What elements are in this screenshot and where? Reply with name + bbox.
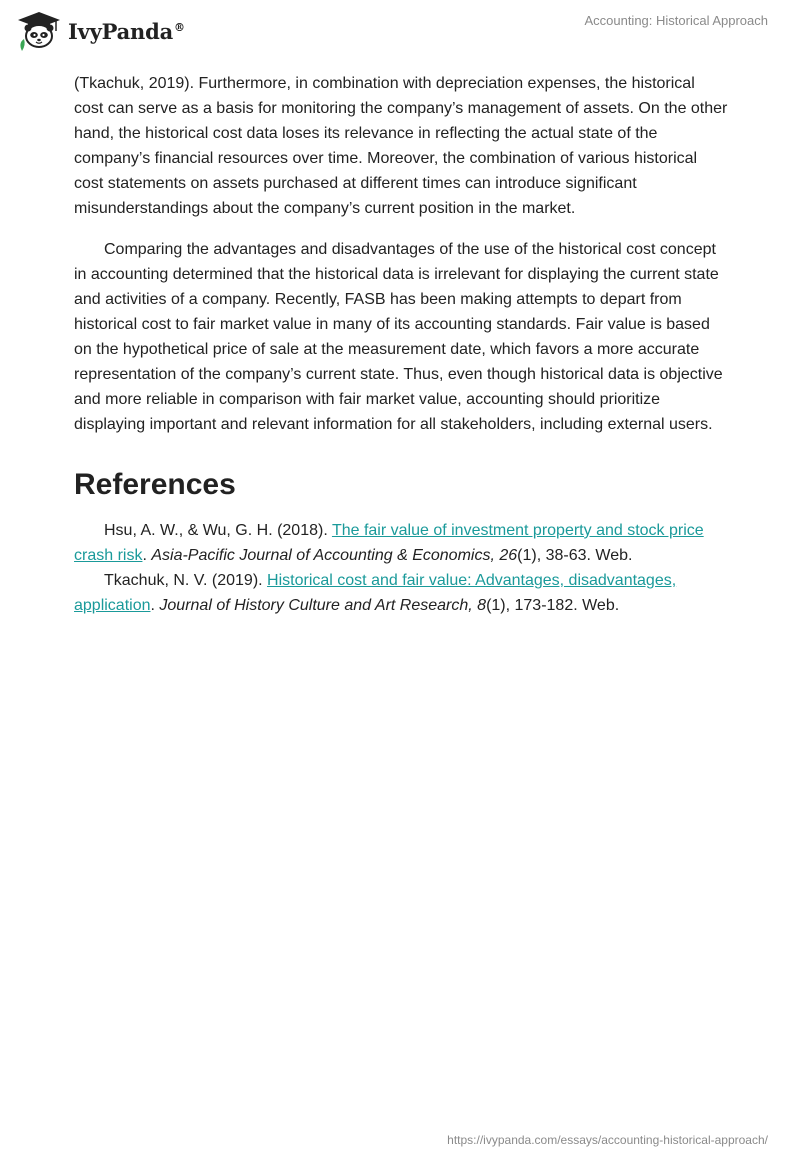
reference-authors: Tkachuk, N. V. (2019). [104, 572, 268, 589]
reference-authors: Hsu, A. W., & Wu, G. H. (2018). [104, 522, 332, 539]
reference-item [74, 518, 728, 568]
panda-logo-icon [16, 11, 62, 51]
reference-separator: . [142, 547, 152, 564]
reference-tail: (1), 173-182. Web. [486, 597, 620, 614]
references-list [74, 518, 728, 618]
document-title: Accounting: Historical Approach [584, 13, 768, 28]
brand-registered-mark: ® [174, 20, 185, 34]
reference-tail: (1), 38-63. Web. [517, 547, 633, 564]
reference-journal: Asia-Pacific Journal of Accounting & Economics, 26 [151, 547, 518, 564]
body-paragraph: (Tkachuk, 2019). Furthermore, in combination with depreciation expenses, the historical cost can serve as a basis for monitoring the company’s management of assets. On the other hand, the historical cost data loses its relevance in reflecting the actual state of the company’s financial resources over time. Moreover, the combination of various historical cost statements on assets purchased at different times can introduce significant misunderstandings about the company’s current position in the market. [74, 75, 728, 217]
reference-journal: Journal of History Culture and Art Research, 8 [159, 597, 487, 614]
brand-text: IvyPanda [68, 18, 174, 44]
reference-separator: . [150, 597, 160, 614]
references-heading: References [74, 468, 236, 501]
page-header [0, 0, 800, 70]
brand-name [68, 19, 185, 44]
reference-link[interactable]: The fair value of investment property and stock price crash risk [74, 522, 704, 564]
reference-item [74, 568, 728, 618]
reference-link[interactable]: Historical cost and fair value: Advantages, disadvantages, application [74, 572, 677, 614]
footer-url[interactable]: https://ivypanda.com/essays/accounting-historical-approach/ [447, 1133, 768, 1147]
document-body [74, 71, 728, 618]
brand-logo[interactable] [16, 9, 185, 53]
body-paragraph: Comparing the advantages and disadvantages of the use of the historical cost concept in accounting determined that the historical data is irrelevant for displaying the current state and activities of a company. Recently, FASB has been making attempts to depart from historical cost to fair market value in many of its accounting standards. Fair value is based on the hypothetical price of sale at the measurement date, which favors a more accurate representation of the company’s current state. Thus, even though historical data is objective and more reliable in comparison with fair market value, accounting should prioritize displaying important and relevant information for all stakeholders, including external users. [74, 241, 723, 433]
